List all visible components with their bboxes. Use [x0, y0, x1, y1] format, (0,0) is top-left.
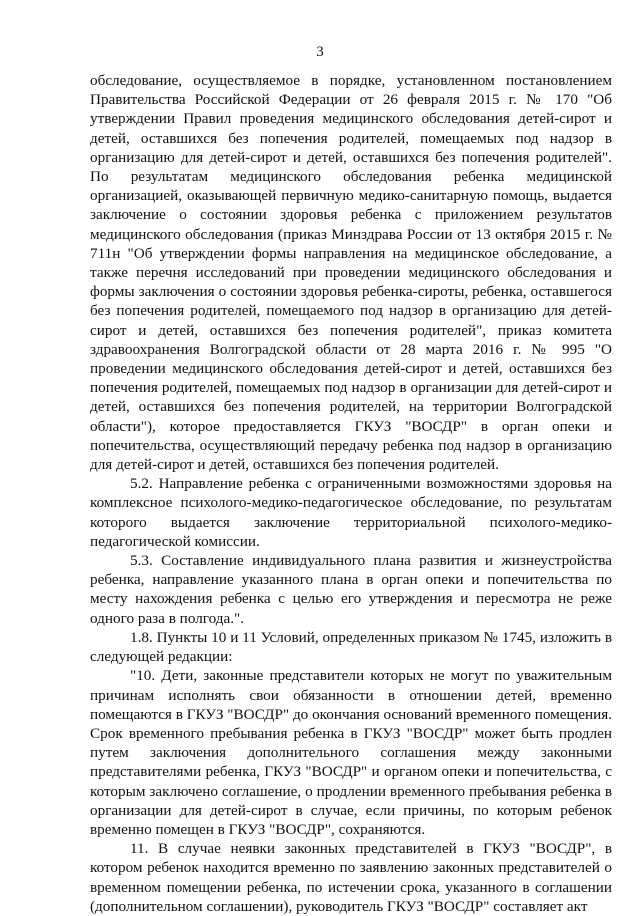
paragraph-11: 11. В случае неявки законных представителей в ГКУЗ "ВОСДР", в котором ребенок находится временно по заявлению законных представителей о временном помещении ребенка, по истечении срока, указанного в соглашении (дополнительном соглашении), руководитель ГКУЗ "ВОСДР" составляет акт — [90, 840, 612, 915]
paragraph-continuation: обследование, осуществляемое в порядке, установленном постановлением Правительства Российской Федерации от 26 февраля 2015 г. № 170 "Об утверждении Правил проведения медицинского обследования детей-сирот и детей, оставшихся без попечения родителей, помещаемых под надзор в организацию для детей-сирот и детей, оставшихся без попечения родителей". По результатам медицинского обследования ребенка медицинской организацией, оказывающей первичную медико-санитарную помощь, выдается заключение о состоянии здоровья ребенка с приложением результатов медицинского обследования (приказ Минздрава России от 13 октября 2015 г. № 711н "Об утверждении формы направления на медицинское обследование, а также перечня исследований при проведении медицинского обследования и формы заключения о состоянии здоровья ребенка-сироты, ребенка, оставшегося без попечения родителей, помещаемого под надзор в организацию для детей-сирот и детей, оставшихся без попечения родителей", приказ комитета здравоохранения Волгоградской области от 28 марта 2016 г. № 995 "О проведении медицинского обследования детей-сирот и детей, оставшихся без попечения родителей, помещаемых под надзор в организации для детей-сирот и детей, оставшихся без попечения родителей, на территории Волгоградской области"), которое предоставляется ГКУЗ "ВОСДР" в орган опеки и попечительства, осуществляющий передачу ребенка под надзор в организацию для детей-сирот и детей, оставшихся без попечения родителей. — [90, 72, 612, 474]
paragraph-5-3: 5.3. Составление индивидуального плана развития и жизнеустройства ребенка, направление указанного плана в орган опеки и попечительства по месту нахождения ребенка с целью его утверждения и пересмотра не реже одного раза в полгода.". — [90, 552, 612, 627]
paragraph-5-2: 5.2. Направление ребенка с ограниченными возможностями здоровья на комплексное психолого-медико-педагогическое обследование, по результатам которого выдается заключение территориальной психолого-медико-педагогической комиссии. — [90, 475, 612, 550]
document-body — [90, 71, 612, 916]
paragraph-1-8: 1.8. Пункты 10 и 11 Условий, определенных приказом № 1745, изложить в следующей редакции: — [90, 628, 612, 666]
paragraph-10: "10. Дети, законные представители которых не могут по уважительным причинам исполнять свои обязанности в отношении детей, временно помещаются в ГКУЗ "ВОСДР" до окончания оснований временного помещения. Срок временного пребывания ребенка в ГКУЗ "ВОСДР" может быть продлен путем заключения дополнительного соглашения между законными представителями ребенка, ГКУЗ "ВОСДР" и органом опеки и попечительства, с которым заключено соглашение, о продлении временного пребывания ребенка в организации для детей-сирот в случае, если причины, по которым ребенок временно помещен в ГКУЗ "ВОСДР", сохраняются. — [90, 667, 612, 838]
page-number: 3 — [316, 44, 324, 60]
